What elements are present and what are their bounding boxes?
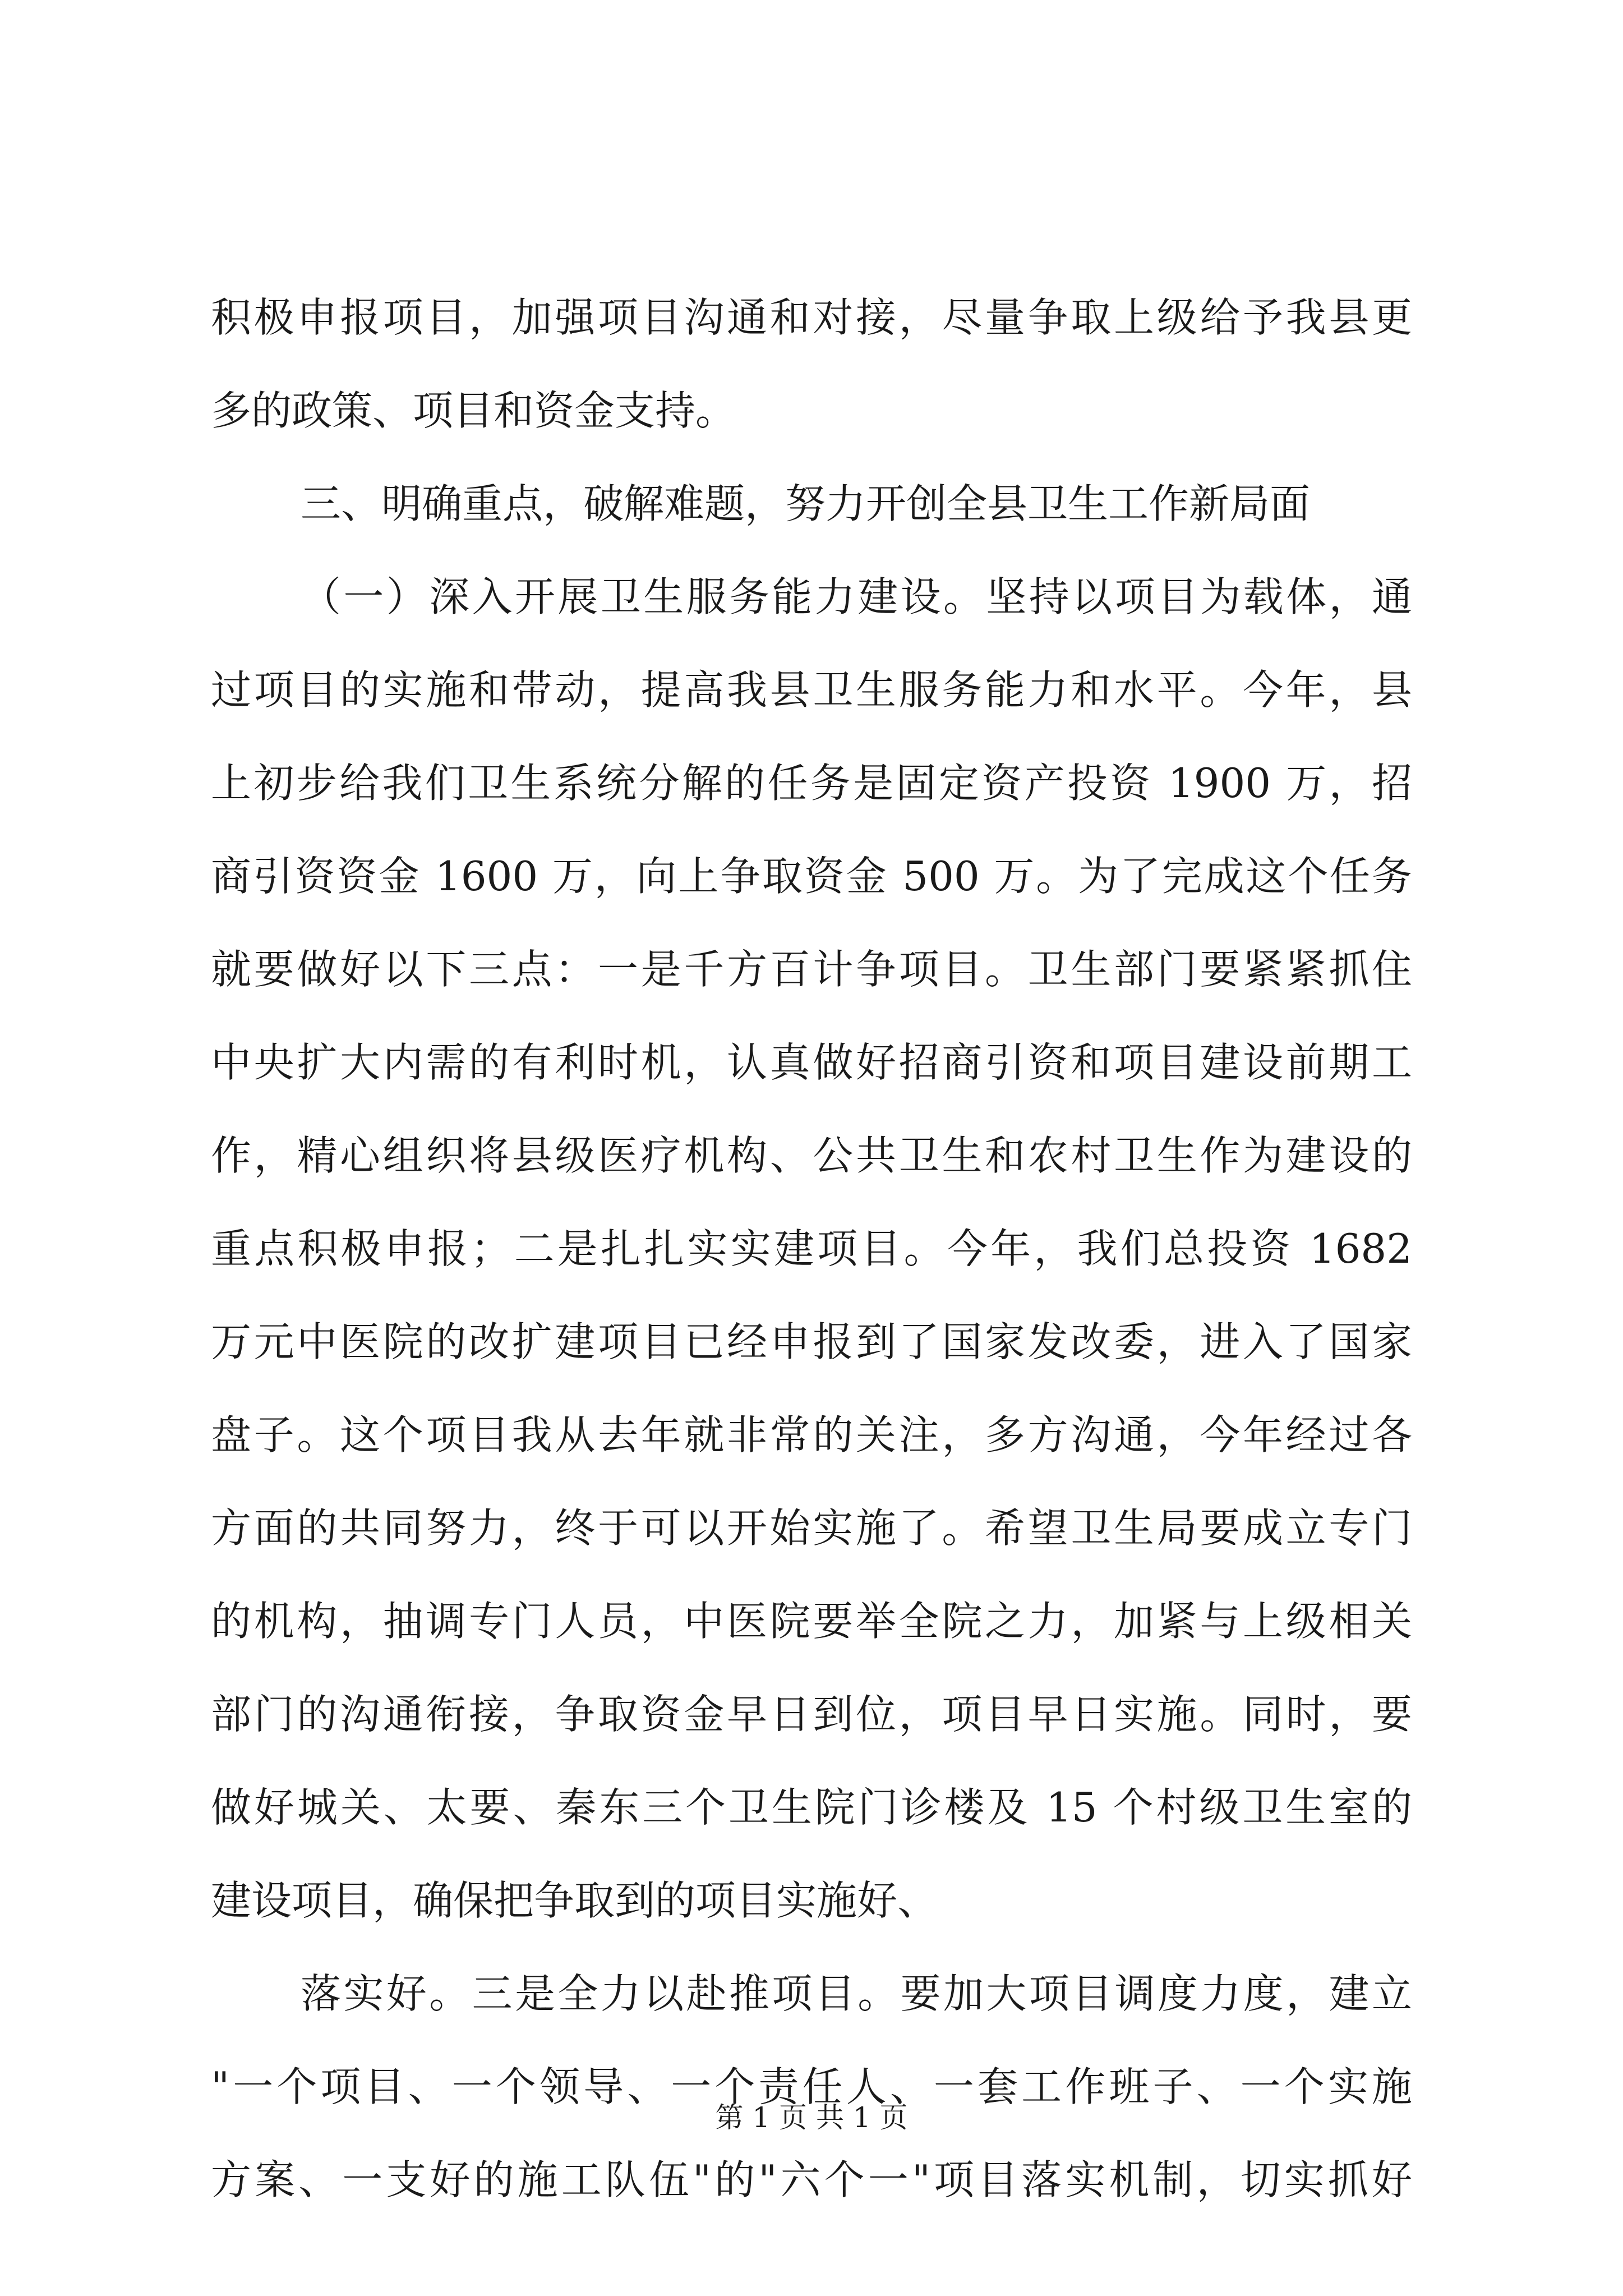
body-line-10: 作，精心组织将县级医疗机构、公共卫生和农村卫生作为建设的 — [211, 1132, 1412, 1179]
body-line-2: 多的政策、项目和资金支持。 — [211, 387, 736, 434]
body-line-1: 积极申报项目，加强项目沟通和对接，尽量争取上级给予我县更 — [211, 294, 1412, 341]
body-line-18: 建设项目，确保把争取到的项目实施好、 — [211, 1877, 938, 1924]
body-line-6: 上初步给我们卫生系统分解的任务是固定资产投资 1900 万，招 — [211, 760, 1412, 807]
body-line-17: 做好城关、太要、秦东三个卫生院门诊楼及 15 个村级卫生室的 — [211, 1784, 1412, 1831]
body-line-11: 重点积极申报；二是扎扎实实建项目。今年，我们总投资 1682 — [211, 1225, 1412, 1272]
body-line-20: "一个项目、一个领导、一个责任人、一套工作班子、一个实施 — [211, 2063, 1412, 2110]
body-line-13: 盘子。这个项目我从去年就非常的关注，多方沟通，今年经过各 — [211, 1411, 1412, 1458]
section-heading: 三、明确重点，破解难题，努力开创全县卫生工作新局面 — [301, 480, 1311, 527]
body-line-16: 部门的沟通衔接，争取资金早日到位，项目早日实施。同时，要 — [211, 1691, 1412, 1738]
body-line-19: 落实好。三是全力以赴推项目。要加大项目调度力度，建立 — [301, 1970, 1412, 2017]
body-line-12: 万元中医院的改扩建项目已经申报到了国家发改委，进入了国家 — [211, 1318, 1412, 1365]
body-line-7: 商引资资金 1600 万，向上争取资金 500 万。为了完成这个任务 — [211, 853, 1412, 900]
body-line-21: 方案、一支好的施工队伍"的"六个一"项目落实机制，切实抓好 — [211, 2156, 1412, 2203]
body-line-15: 的机构，抽调专门人员，中医院要举全院之力，加紧与上级相关 — [211, 1598, 1412, 1645]
body-line-4: （一）深入开展卫生服务能力建设。坚持以项目为载体，通 — [301, 573, 1412, 620]
page-footer: 第 1 页 共 1 页 — [715, 2101, 908, 2134]
body-line-9: 中央扩大内需的有利时机，认真做好招商引资和项目建设前期工 — [211, 1039, 1412, 1086]
body-line-5: 过项目的实施和带动，提高我县卫生服务能力和水平。今年，县 — [211, 666, 1412, 714]
body-line-8: 就要做好以下三点：一是千方百计争项目。卫生部门要紧紧抓住 — [211, 946, 1412, 993]
body-line-14: 方面的共同努力，终于可以开始实施了。希望卫生局要成立专门 — [211, 1504, 1412, 1552]
